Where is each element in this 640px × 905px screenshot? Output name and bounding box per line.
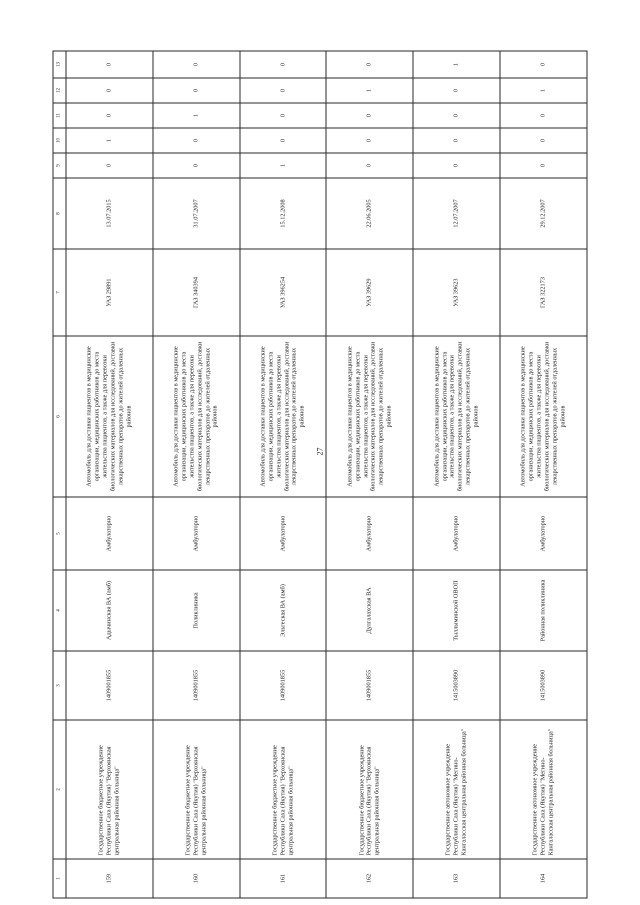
count-col-12: 0 (413, 78, 500, 103)
column-header: 3 (53, 651, 66, 720)
vehicle-model: УАЗ 396254 (240, 249, 327, 336)
column-number-row (53, 51, 66, 898)
vehicle-model: ГАЗ 340394 (153, 249, 240, 336)
count-col-12: 0 (153, 78, 240, 103)
count-col-11: 1 (153, 103, 240, 128)
table-row (500, 51, 587, 898)
unit-name: Адычинская ВА (амб) (66, 570, 153, 651)
column-header: 10 (53, 128, 66, 153)
table-row (66, 51, 153, 898)
table-row (326, 51, 413, 898)
organization-name: Государственное бюджетное учреждение Республики Саха (Якутия) "Верхоянская центральная районная больница" (326, 720, 413, 859)
row-number: 162 (326, 859, 413, 898)
column-header: 11 (53, 103, 66, 128)
column-header: 4 (53, 570, 66, 651)
column-header: 6 (53, 336, 66, 497)
row-number: 161 (240, 859, 327, 898)
care-type: Амбулаторно (153, 497, 240, 570)
count-col-13: 0 (153, 51, 240, 78)
column-header: 1 (53, 859, 66, 898)
vehicle-model: ГАЗ 322173 (500, 249, 587, 336)
count-col-12: 1 (500, 78, 587, 103)
organization-code: 1409001855 (240, 651, 327, 720)
table-row (153, 51, 240, 898)
rotated-table-sheet (53, 61, 588, 898)
count-col-11: 0 (240, 103, 327, 128)
row-number: 160 (153, 859, 240, 898)
acquisition-date: 31.07.2007 (153, 178, 240, 249)
column-header: 2 (53, 720, 66, 859)
care-type: Амбулаторно (240, 497, 327, 570)
organization-name: Государственное бюджетное учреждение Республики Саха (Якутия) "Верхоянская центральная районная больница" (240, 720, 327, 859)
column-header: 8 (53, 178, 66, 249)
count-col-9: 0 (66, 153, 153, 178)
table-row (413, 51, 500, 898)
acquisition-date: 29.12.2007 (500, 178, 587, 249)
acquisition-date: 15.12.2008 (240, 178, 327, 249)
count-col-13: 0 (500, 51, 587, 78)
organization-code: 1415003890 (500, 651, 587, 720)
count-col-12: 0 (66, 78, 153, 103)
count-col-10: 0 (153, 128, 240, 153)
vehicle-purpose: Автомобиль для доставки пациентов в медицинские организации, медицинских работников до места жительства пациентов, а также для перевозки биологических материалов для исследований, доставки лекарственных препаратов до жителей отдаленных районов (240, 336, 327, 497)
page-number: 27 (315, 447, 325, 456)
count-col-11: 0 (413, 103, 500, 128)
organization-name: Государственное бюджетное учреждение Республики Саха (Якутия) "Верхоянская центральная районная больница" (66, 720, 153, 859)
organization-code: 1415003890 (413, 651, 500, 720)
acquisition-date: 12.07.2007 (413, 178, 500, 249)
vehicle-model: УАЗ 39629 (326, 249, 413, 336)
count-col-11: 0 (326, 103, 413, 128)
count-col-10: 0 (500, 128, 587, 153)
count-col-13: 1 (413, 51, 500, 78)
organization-name: Государственное автономное учреждение Республики Саха (Якутия) "Мегино-Кангаласская центральная районная больница" (500, 720, 587, 859)
organization-code: 1409001855 (153, 651, 240, 720)
count-col-12: 1 (326, 78, 413, 103)
unit-name: Эльгеская ВА (амб) (240, 570, 327, 651)
vehicle-purpose: Автомобиль для доставки пациентов в медицинские организации, медицинских работников до места жительства пациентов, а также для перевозки биологических материалов для исследований, доставки лекарственных препаратов до жителей отдаленных районов (66, 336, 153, 497)
vehicle-purpose: Автомобиль для доставки пациентов в медицинские организации, медицинских работников до места жительства пациентов, а также для перевозки биологических материалов для исследований, доставки лекарственных препаратов до жителей отдаленных районов (413, 336, 500, 497)
count-col-13: 0 (326, 51, 413, 78)
count-col-9: 1 (240, 153, 327, 178)
column-header: 5 (53, 497, 66, 570)
organization-code: 1409001855 (66, 651, 153, 720)
care-type: Амбулаторно (326, 497, 413, 570)
column-header: 12 (53, 78, 66, 103)
table-row (240, 51, 327, 898)
column-header: 9 (53, 153, 66, 178)
count-col-9: 0 (413, 153, 500, 178)
vehicle-purpose: Автомобиль для доставки пациентов в медицинские организации, медицинских работников до места жительства пациентов, а также для перевозки биологических материалов для исследований, доставки лекарственных препаратов до жителей отдаленных районов (153, 336, 240, 497)
vehicle-model: УАЗ 29891 (66, 249, 153, 336)
column-header: 7 (53, 249, 66, 336)
care-type: Амбулаторно (500, 497, 587, 570)
count-col-11: 0 (500, 103, 587, 128)
row-number: 163 (413, 859, 500, 898)
vehicle-purpose: Автомобиль для доставки пациентов в медицинские организации, медицинских работников до места жительства пациентов, а также для перевозки биологических материалов для исследований, доставки лекарственных препаратов до жителей отдаленных районов (326, 336, 413, 497)
row-number: 164 (500, 859, 587, 898)
care-type: Амбулаторно (66, 497, 153, 570)
organization-name: Государственное бюджетное учреждение Республики Саха (Якутия) "Верхоянская центральная районная больница" (153, 720, 240, 859)
unit-name: Районная поликлиника (500, 570, 587, 651)
column-header: 13 (53, 51, 66, 78)
count-col-10: 0 (413, 128, 500, 153)
unit-name: Дулгалахская ВА (326, 570, 413, 651)
acquisition-date: 22.06.2005 (326, 178, 413, 249)
count-col-10: 0 (326, 128, 413, 153)
count-col-10: 0 (240, 128, 327, 153)
row-number: 159 (66, 859, 153, 898)
unit-name: Тыллыминской ОВОП (413, 570, 500, 651)
vehicle-purpose: Автомобиль для доставки пациентов в медицинские организации, медицинских работников до места жительства пациентов, а также для перевозки биологических материалов для исследований, доставки лекарственных препаратов до жителей отдаленных районов (500, 336, 587, 497)
organization-code: 1409001855 (326, 651, 413, 720)
organization-name: Государственное автономное учреждение Республики Саха (Якутия) "Мегино-Кангаласская центральная районная больница" (413, 720, 500, 859)
count-col-13: 0 (240, 51, 327, 78)
vehicles-table (53, 50, 588, 898)
unit-name: Поликлиника (153, 570, 240, 651)
count-col-11: 0 (66, 103, 153, 128)
count-col-9: 0 (153, 153, 240, 178)
count-col-13: 0 (66, 51, 153, 78)
acquisition-date: 13.07.2015 (66, 178, 153, 249)
count-col-9: 0 (500, 153, 587, 178)
count-col-9: 0 (326, 153, 413, 178)
count-col-12: 0 (240, 78, 327, 103)
care-type: Амбулаторно (413, 497, 500, 570)
vehicle-model: УАЗ 39623 (413, 249, 500, 336)
count-col-10: 1 (66, 128, 153, 153)
